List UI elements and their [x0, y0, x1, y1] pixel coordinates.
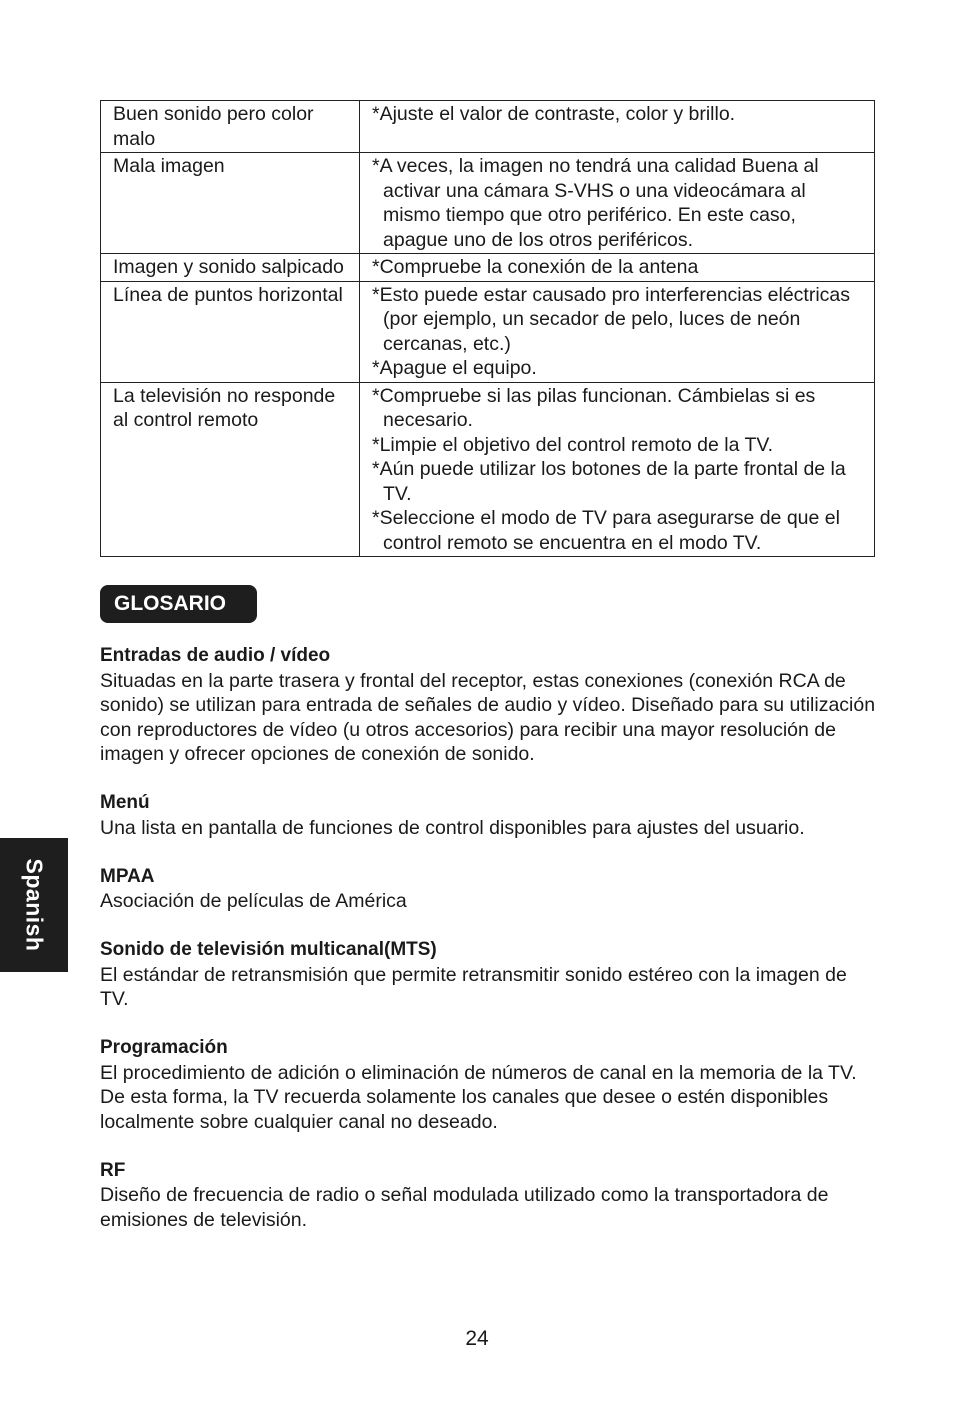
glossary-term: Programación: [100, 1037, 228, 1058]
solution-text: *Apague el equipo.: [372, 357, 537, 379]
glossary-definition: De esta forma, la TV recuerda solamente los canales que desee o estén disponibles localmente sobre cualquier canal no deseado.: [100, 1086, 829, 1133]
glossary-term: Menú: [100, 792, 150, 813]
glossary-definition: El procedimiento de adición o eliminación de números de canal en la memoria de la TV.: [100, 1061, 857, 1084]
problem-cell: La televisión no responde al control remoto: [101, 382, 360, 557]
solution-cell: [360, 382, 875, 557]
solution-cell: [360, 254, 875, 282]
glossary-entry: [100, 644, 880, 767]
problem-cell: Buen sonido pero color malo: [101, 101, 360, 153]
glossary-list: [100, 644, 880, 1257]
solution-cell: [360, 281, 875, 382]
glossary-entry: [100, 938, 880, 1012]
table-row: [101, 101, 875, 153]
glossary-definition: Una lista en pantalla de funciones de control disponibles para ajustes del usuario.: [100, 816, 805, 839]
solution-cell: [360, 153, 875, 254]
glossary-entry: [100, 1159, 880, 1233]
glossary-term: Entradas de audio / vídeo: [100, 645, 331, 666]
solution-text: *Limpie el objetivo del control remoto de la TV.: [372, 433, 774, 456]
table-row: [101, 153, 875, 254]
solution-text: *Compruebe la conexión de la antena: [372, 256, 699, 278]
solution-text: *Seleccione el modo de TV para asegurarse de que el control remoto se encuentra en el modo TV.: [372, 507, 840, 554]
glossary-term: Sonido de televisión multicanal(MTS): [100, 939, 437, 960]
glossary-term: RF: [100, 1159, 126, 1181]
solution-text: *Compruebe si las pilas funcionan. Cámbielas si es necesario.: [372, 384, 816, 431]
language-label: Spanish: [21, 858, 48, 952]
table-row: [101, 382, 875, 557]
solution-text: *A veces, la imagen no tendrá una calidad Buena al activar una cámara S-VHS o una videocámara al mismo tiempo que otro periférico. En este caso, apague uno de los otros periféricos.: [372, 155, 819, 251]
glossary-entry: [100, 791, 880, 840]
glossary-definition: Diseño de frecuencia de radio o señal modulada utilizado como la transportadora de emisiones de televisión.: [100, 1184, 829, 1231]
problem-cell: Línea de puntos horizontal: [101, 281, 360, 382]
solution-text: *Aún puede utilizar los botones de la parte frontal de la TV.: [372, 458, 846, 505]
language-side-tab: [0, 838, 68, 972]
table-row: [101, 281, 875, 382]
glossary-definition: Situadas en la parte trasera y frontal del receptor, estas conexiones (conexión RCA de sonido) se utilizan para entrada de señales de audio y vídeo. Diseñado para su utilización con reproductores de vídeo (u otros accesorios) para recibir una mayor resolución de imagen y ofrecer opciones de conexión de sonido.: [100, 669, 876, 765]
glossary-term: MPAA: [100, 865, 155, 887]
problem-cell: Imagen y sonido salpicado: [101, 254, 360, 282]
problem-cell: Mala imagen: [101, 153, 360, 254]
troubleshooting-table: [100, 100, 875, 557]
glossary-definition: Asociación de películas de América: [100, 890, 407, 912]
table-row: [101, 254, 875, 282]
solution-text: *Esto puede estar causado pro interferencias eléctricas (por ejemplo, un secador de pelo, luces de neón cercanas, etc.): [372, 283, 851, 355]
glossary-heading: GLOSARIO: [100, 585, 257, 623]
glossary-definition: El estándar de retransmisión que permite retransmitir sonido estéreo con la imagen de TV.: [100, 963, 847, 1010]
solution-cell: [360, 101, 875, 153]
glossary-entry: [100, 865, 880, 914]
page-number: 24: [465, 1327, 489, 1350]
solution-text: *Ajuste el valor de contraste, color y brillo.: [372, 103, 736, 125]
glossary-entry: [100, 1036, 880, 1134]
